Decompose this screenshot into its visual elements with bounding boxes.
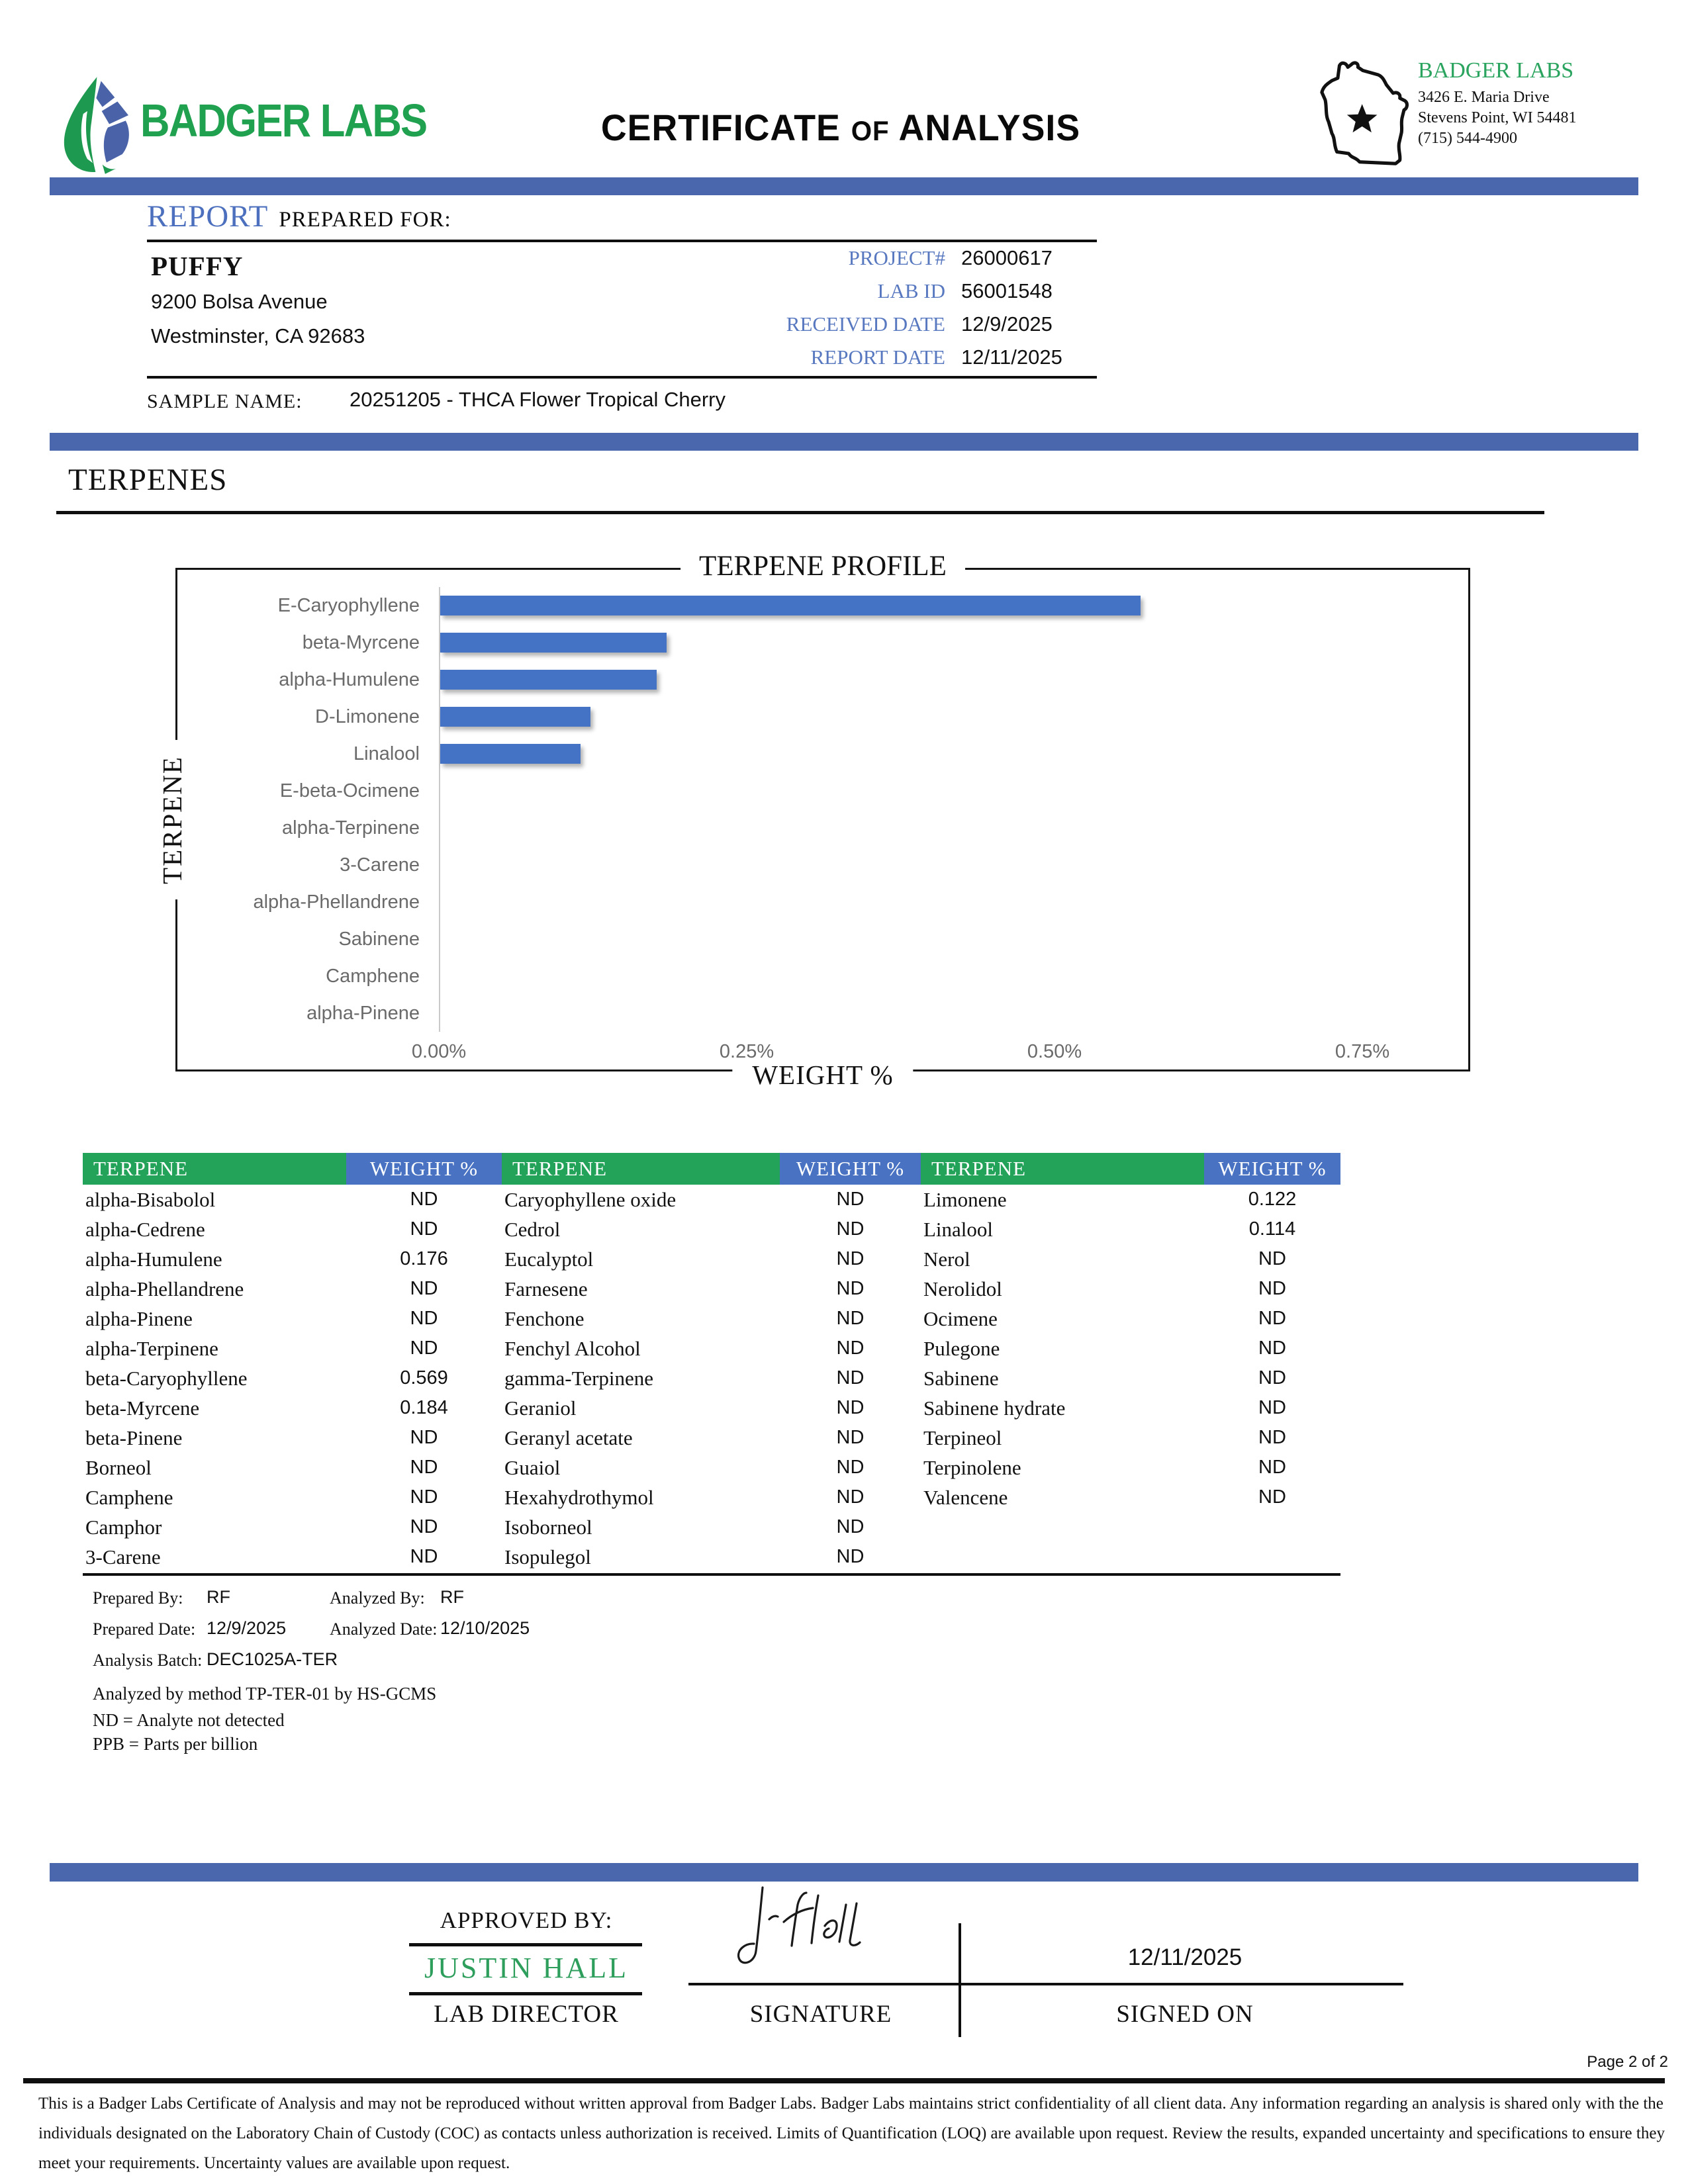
weight-value-cell: ND — [836, 1546, 865, 1567]
weight-value-cell: ND — [836, 1486, 865, 1508]
report-meta-row — [0, 246, 1688, 279]
terpene-name-cell: Cedrol — [504, 1218, 561, 1241]
terpene-name-cell: Pulegone — [923, 1337, 1000, 1360]
weight-value-cell: 0.569 — [400, 1367, 448, 1388]
chart-bar-row — [440, 921, 1440, 958]
rule-under-section-title — [56, 511, 1544, 514]
chart-category-label: alpha-Phellandrene — [253, 891, 420, 913]
terpene-name-cell: 3-Carene — [85, 1545, 161, 1569]
chart-bar-row — [440, 884, 1440, 921]
terpenes-section-title: TERPENES — [68, 463, 228, 497]
divider-band-terpenes — [50, 433, 1638, 451]
weight-value-cell: ND — [836, 1457, 865, 1478]
terpene-name-cell: Fenchyl Alcohol — [504, 1337, 641, 1360]
terpene-name-cell: alpha-Pinene — [85, 1307, 193, 1330]
report-meta-row — [0, 279, 1688, 312]
terpene-name-cell: Ocimene — [923, 1307, 998, 1330]
meta-label: REPORT DATE — [810, 345, 945, 369]
analyzed-by-label: Analyzed By: — [330, 1588, 425, 1608]
terpene-name-cell: Nerolidol — [923, 1277, 1002, 1300]
rule-under-approved-by — [409, 1943, 642, 1946]
chart-bar — [440, 633, 667, 653]
footer-disclaimer: This is a Badger Labs Certificate of Analysis and may not be reproduced without written approval from Badger Labs. Badger Labs maintains strict confidentiality of all client data. Any information regarding an analysis is shared only with the the individuals designated on the Laboratory Chain of Custody (COC) as contacts unless authorization is received. Limits of Quantification (LOQ) are available upon request. Review the results, expanded uncertainty and specifications to ensure they meet your requirements. Uncertainty values are available upon request. — [38, 2095, 1665, 2172]
weight-value-cell: ND — [836, 1367, 865, 1388]
chart-bar-row — [440, 661, 1440, 698]
chart-category-label: D-Limonene — [315, 706, 420, 727]
footer-rule — [23, 2078, 1665, 2083]
divider-signature-date — [959, 1923, 961, 2037]
weight-value-cell: ND — [1258, 1486, 1286, 1508]
terpene-name-cell: Sabinene hydrate — [923, 1396, 1066, 1420]
method-note: Analyzed by method TP-TER-01 by HS-GCMS — [93, 1684, 437, 1704]
weight-value-cell: ND — [1258, 1397, 1286, 1418]
terpene-name-cell: alpha-Phellandrene — [85, 1277, 244, 1300]
title-certificate: CERTIFICATE — [600, 107, 841, 148]
terpene-name-cell: alpha-Terpinene — [85, 1337, 218, 1360]
lab-address-line1: 3426 E. Maria Drive — [1418, 89, 1550, 106]
table-header-cell: TERPENE — [502, 1153, 780, 1185]
weight-value-cell: 0.184 — [400, 1397, 448, 1418]
weight-value-cell: ND — [836, 1338, 865, 1359]
rule-above-sample — [147, 376, 1097, 379]
terpene-name-cell: Isopulegol — [504, 1545, 591, 1569]
table-header-cell: WEIGHT % — [1204, 1153, 1340, 1185]
chart-bar-row — [440, 809, 1440, 846]
terpene-name-cell: Limonene — [923, 1188, 1007, 1211]
weight-value-cell: ND — [1258, 1457, 1286, 1478]
terpene-name-cell: alpha-Bisabolol — [85, 1188, 216, 1211]
chart-x-tick: 0.75% — [1335, 1041, 1390, 1062]
chart-bar-row — [440, 995, 1440, 1032]
meta-label: PROJECT# — [848, 246, 945, 269]
chart-x-tick: 0.50% — [1027, 1041, 1082, 1062]
chart-title: TERPENE PROFILE — [680, 550, 965, 582]
terpene-name-cell: Nerol — [923, 1248, 970, 1271]
document-title — [479, 106, 1203, 149]
weight-value-cell: ND — [1258, 1338, 1286, 1359]
chart-bar — [440, 707, 590, 727]
chart-category-label: alpha-Pinene — [306, 1003, 420, 1024]
chart-bar — [440, 596, 1141, 615]
chart-category-label: alpha-Humulene — [279, 669, 420, 690]
terpene-name-cell: Eucalyptol — [504, 1248, 594, 1271]
terpene-name-cell: Fenchone — [504, 1307, 585, 1330]
approved-by-label: APPROVED BY: — [440, 1907, 613, 1933]
signature-label: SIGNATURE — [749, 2001, 892, 2028]
terpene-name-cell — [921, 1512, 1204, 1542]
weight-value-cell: ND — [836, 1189, 865, 1210]
weight-value-cell: ND — [1258, 1248, 1286, 1269]
weight-value-cell: ND — [836, 1308, 865, 1329]
weight-value-cell: ND — [410, 1338, 438, 1359]
approver-name: JUSTIN HALL — [424, 1952, 628, 1984]
prepared-by-label: Prepared By: — [93, 1588, 183, 1608]
weight-value-cell: ND — [410, 1546, 438, 1567]
rule-under-approver-name — [409, 1992, 642, 1995]
weight-value-cell: ND — [836, 1397, 865, 1418]
analyzed-by-value: RF — [440, 1587, 464, 1607]
lab-phone: (715) 544-4900 — [1418, 130, 1517, 147]
prepared-date-value: 12/9/2025 — [207, 1618, 287, 1638]
meta-value: 56001548 — [961, 279, 1053, 302]
terpene-name-cell: beta-Caryophyllene — [85, 1367, 248, 1390]
chart-category-label: Sabinene — [338, 929, 420, 950]
report-meta-row — [0, 345, 1688, 379]
title-analysis: ANALYSIS — [898, 107, 1081, 148]
weight-value-cell: ND — [1258, 1367, 1286, 1388]
signed-date: 12/11/2025 — [1127, 1944, 1243, 1970]
weight-value-cell: ND — [410, 1486, 438, 1508]
terpene-name-cell: Valencene — [923, 1486, 1008, 1509]
table-header-cell: WEIGHT % — [346, 1153, 502, 1185]
analyzed-date-label: Analyzed Date: — [330, 1619, 438, 1639]
weight-value-cell: 0.114 — [1248, 1218, 1296, 1240]
terpene-name-cell: Terpineol — [923, 1426, 1002, 1449]
weight-value-cell: ND — [410, 1308, 438, 1329]
terpene-name-cell: Hexahydrothymol — [504, 1486, 654, 1509]
terpene-results-table — [83, 1153, 1340, 1572]
badger-labs-leaf-logo — [57, 73, 140, 175]
chart-category-label: Camphene — [326, 966, 420, 987]
weight-value-cell: ND — [410, 1218, 438, 1240]
weight-value-cell: 0.176 — [400, 1248, 448, 1269]
chart-category-label: E-Caryophyllene — [277, 595, 420, 616]
meta-value: 12/11/2025 — [961, 345, 1062, 369]
chart-bar-row — [440, 624, 1440, 661]
terpene-name-cell: Camphene — [85, 1486, 173, 1509]
weight-value-cell: ND — [410, 1427, 438, 1448]
terpene-name-cell: alpha-Cedrene — [85, 1218, 205, 1241]
chart-bar-row — [440, 958, 1440, 995]
table-header-cell: TERPENE — [83, 1153, 346, 1185]
report-heading — [147, 199, 451, 234]
rule-under-signature — [688, 1983, 1403, 1985]
chart-x-tick: 0.25% — [719, 1041, 774, 1062]
sample-name-value: 20251205 - THCA Flower Tropical Cherry — [350, 388, 726, 411]
chart-bar-row — [440, 772, 1440, 809]
client-address-line2: Westminster, CA 92683 — [151, 324, 365, 347]
divider-band-top — [50, 177, 1638, 195]
page-number: Page 2 of 2 — [1587, 2053, 1668, 2071]
client-name: PUFFY — [151, 251, 244, 281]
prepared-date-label: Prepared Date: — [93, 1619, 196, 1639]
rule-under-report-heading — [147, 240, 1097, 242]
terpene-name-cell: Camphor — [85, 1516, 162, 1539]
terpene-name-cell: Geranyl acetate — [504, 1426, 633, 1449]
chart-category-label: Linalool — [353, 743, 420, 764]
chart-x-axis-label: WEIGHT % — [732, 1059, 913, 1091]
chart-bar-row — [440, 698, 1440, 735]
report-heading-word: REPORT — [147, 199, 269, 234]
approver-title: LAB DIRECTOR — [434, 2001, 619, 2028]
terpene-name-cell: beta-Pinene — [85, 1426, 183, 1449]
chart-category-label: E-beta-Ocimene — [279, 780, 420, 801]
terpene-profile-chart — [157, 551, 1470, 1090]
weight-value-cell: ND — [836, 1278, 865, 1299]
meta-label: RECEIVED DATE — [786, 312, 945, 336]
terpene-name-cell: Borneol — [85, 1456, 152, 1479]
chart-category-label: alpha-Terpinene — [282, 817, 420, 839]
analysis-batch-label: Analysis Batch: — [93, 1651, 203, 1670]
weight-value-cell: ND — [1258, 1308, 1286, 1329]
chart-bar-row — [440, 735, 1440, 772]
weight-value-cell — [1204, 1512, 1340, 1542]
analysis-batch-value: DEC1025A-TER — [207, 1649, 338, 1669]
wisconsin-state-icon — [1316, 57, 1417, 175]
weight-value-cell: ND — [410, 1516, 438, 1537]
terpene-name-cell: Farnesene — [504, 1277, 588, 1300]
meta-value: 12/9/2025 — [961, 312, 1053, 336]
prepared-by-value: RF — [207, 1587, 230, 1607]
weight-value-cell: ND — [1258, 1427, 1286, 1448]
terpene-name-cell: gamma-Terpinene — [504, 1367, 654, 1390]
weight-value-cell: ND — [836, 1248, 865, 1269]
chart-category-labels — [177, 587, 430, 1032]
terpene-name-cell: Caryophyllene oxide — [504, 1188, 677, 1211]
title-of: OF — [851, 115, 890, 146]
nd-note: ND = Analyte not detected — [93, 1710, 285, 1730]
weight-value-cell: ND — [410, 1189, 438, 1210]
terpene-name-cell: Guaiol — [504, 1456, 561, 1479]
analyzed-date-value: 12/10/2025 — [440, 1618, 530, 1638]
chart-bar-row — [440, 846, 1440, 884]
chart-category-label: beta-Myrcene — [302, 632, 420, 653]
terpene-name-cell: Sabinene — [923, 1367, 999, 1390]
meta-value: 26000617 — [961, 246, 1053, 269]
terpene-name-cell — [921, 1542, 1204, 1572]
chart-bar — [440, 744, 581, 764]
chart-bar — [440, 670, 657, 690]
weight-value-cell: ND — [410, 1457, 438, 1478]
chart-y-axis-label: TERPENE — [156, 740, 188, 900]
chart-x-tick: 0.00% — [411, 1041, 467, 1062]
terpene-name-cell: Linalool — [923, 1218, 994, 1241]
chart-bar-row — [440, 587, 1440, 624]
weight-value-cell: 0.122 — [1248, 1189, 1297, 1210]
weight-value-cell: ND — [1258, 1278, 1286, 1299]
sample-name-label: SAMPLE NAME: — [147, 390, 303, 412]
terpene-name-cell: Isoborneol — [504, 1516, 592, 1539]
signature-image — [722, 1878, 940, 1981]
terpene-name-cell: Terpinolene — [923, 1456, 1021, 1479]
weight-value-cell: ND — [836, 1516, 865, 1537]
weight-value-cell: ND — [836, 1218, 865, 1240]
meta-label: LAB ID — [877, 279, 945, 302]
chart-category-label: 3-Carene — [340, 854, 420, 876]
weight-value-cell — [1204, 1542, 1340, 1572]
report-heading-suffix: PREPARED FOR: — [279, 208, 451, 232]
lab-name: BADGER LABS — [1418, 58, 1574, 83]
weight-value-cell: ND — [836, 1427, 865, 1448]
terpene-name-cell: Geraniol — [504, 1396, 577, 1420]
terpene-name-cell: beta-Myrcene — [85, 1396, 200, 1420]
ppb-note: PPB = Parts per billion — [93, 1734, 258, 1754]
client-address-line1: 9200 Bolsa Avenue — [151, 290, 328, 313]
report-meta-row — [0, 312, 1688, 345]
chart-plot-area — [439, 587, 1440, 1032]
signed-on-label: SIGNED ON — [1116, 2001, 1254, 2028]
lab-address-line2: Stevens Point, WI 54481 — [1418, 109, 1577, 126]
brand-wordmark: BADGER LABS — [140, 95, 427, 146]
weight-value-cell: ND — [410, 1278, 438, 1299]
terpene-name-cell: alpha-Humulene — [85, 1248, 222, 1271]
table-header-cell: TERPENE — [921, 1153, 1204, 1185]
table-header-cell: WEIGHT % — [780, 1153, 921, 1185]
rule-under-table — [83, 1573, 1340, 1576]
